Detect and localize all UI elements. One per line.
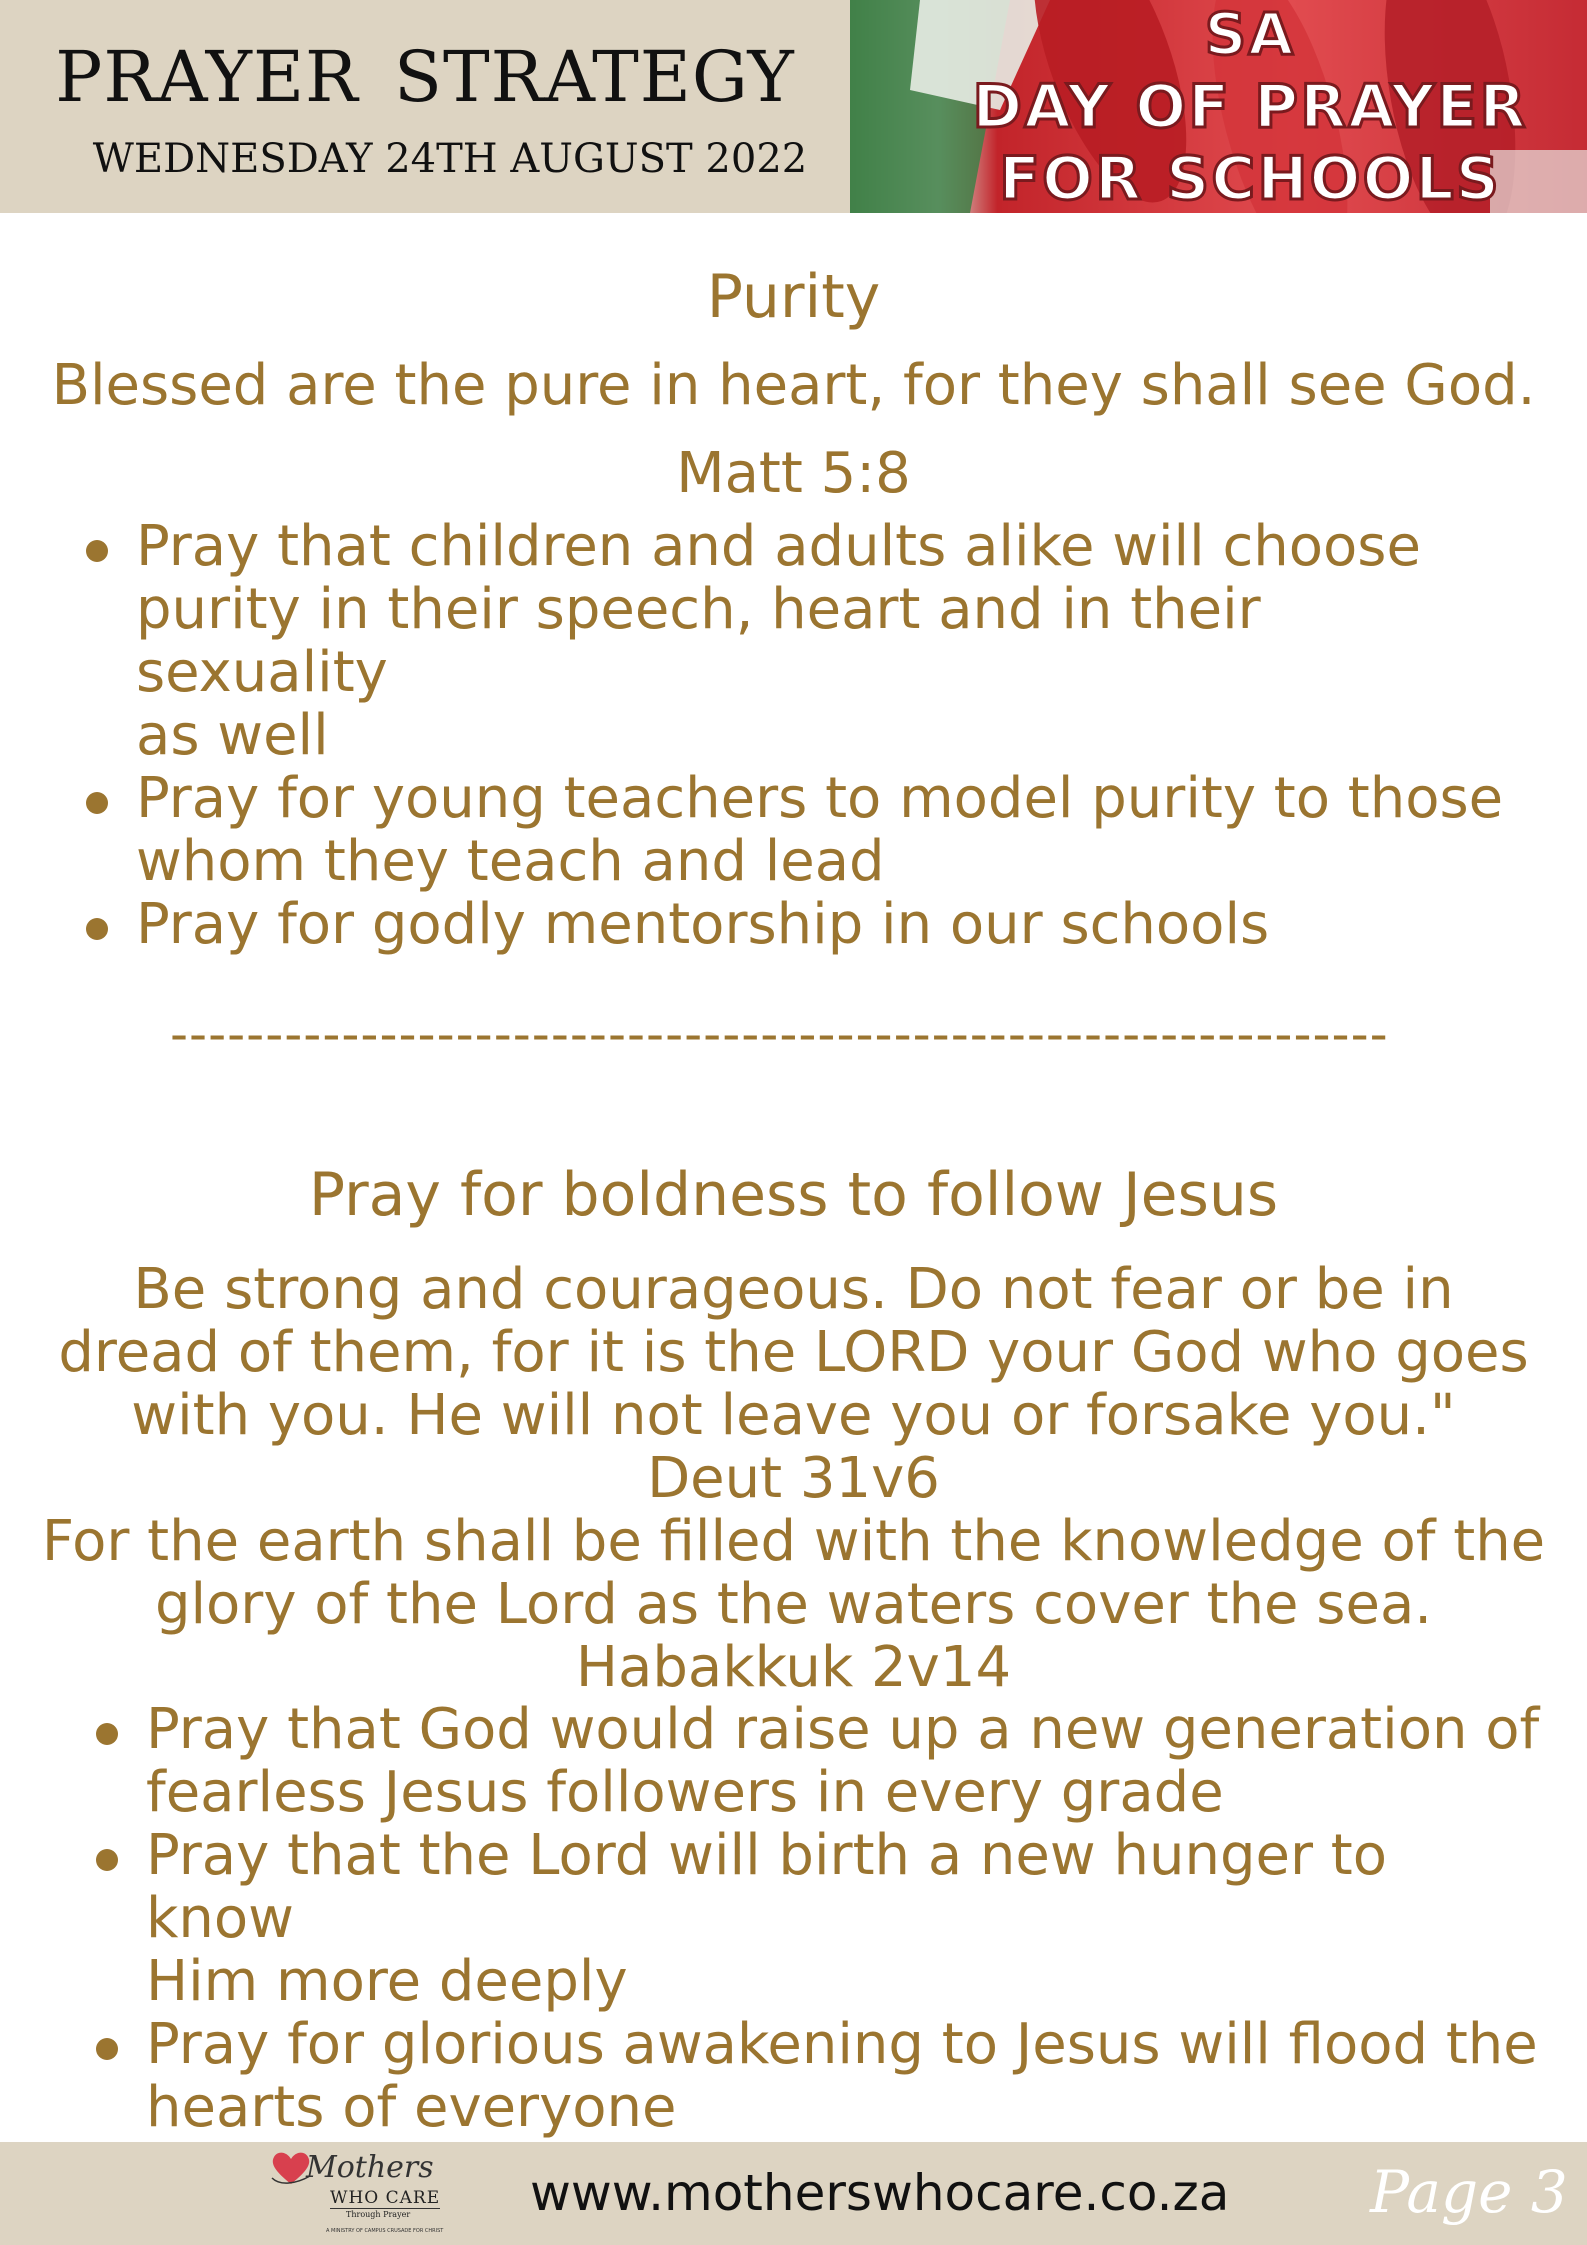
list-item: Pray that the Lord will birth a new hunger to know Him more deeply [90,1824,1550,2013]
website-link[interactable]: www.motherswhocare.co.za [530,2164,1230,2222]
section2-reference2: Habakkuk 2v14 [575,1635,1012,1700]
section2-prayer-list [90,1698,1550,2139]
section2-verse1-line1: Be strong and courageous. Do not fear or be in [133,1257,1454,1322]
list-item: Pray that God would raise up a new generation of fearless Jesus followers in every grade [90,1698,1550,1824]
logo-footnote: A MINISTRY OF CAMPUS CRUSADE FOR CHRIST [326,2228,444,2234]
section2-reference1: Deut 31v6 [647,1446,940,1511]
section-heading-boldness: Pray for boldness to follow Jesus [308,1160,1279,1230]
section1-prayer-list [80,515,1520,956]
mothers-who-care-logo [250,2146,450,2242]
page-header [0,0,1587,213]
section-divider: ---------------------------------------------------------------- [170,1005,1389,1063]
banner-line-2: DAY OF PRAYER [972,72,1528,142]
page-date: WEDNESDAY 24TH AUGUST 2022 [92,136,808,182]
logo-name-text: WHO CARE [330,2188,441,2208]
banner-image [850,0,1587,213]
section1-verse: Blessed are the pure in heart, for they shall see God. [51,353,1536,418]
list-item: Pray that children and adults alike will choose purity in their speech, heart and in their sexuality as well [80,515,1520,767]
list-item: Pray for young teachers to model purity to those whom they teach and lead [80,767,1520,893]
section2-verse1-line2: dread of them, for it is the LORD your God who goes [58,1320,1529,1385]
list-item: Pray for glorious awakening to Jesus will flood the hearts of everyone [90,2013,1550,2139]
section-heading-purity: Purity [706,262,881,332]
page-title: PRAYER STRATEGY [55,36,795,118]
banner-line-1: SA [1204,0,1296,68]
page-footer [0,2142,1587,2245]
section2-verse1-line3: with you. He will not leave you or forsake you." [131,1383,1456,1448]
list-item: Pray for godly mentorship in our schools [80,893,1520,956]
header-title-panel [0,0,850,213]
section1-reference: Matt 5:8 [676,441,911,506]
page-number: Page 3 [1370,2158,1568,2226]
section2-verse2-line1: For the earth shall be filled with the knowledge of the [41,1509,1546,1574]
banner-line-3: FOR SCHOOLS [999,144,1501,213]
logo-script-text: Mothers [306,2150,434,2185]
section2-verse2-line2: glory of the Lord as the waters cover the sea. [154,1572,1433,1637]
logo-subtitle: Through Prayer [346,2210,411,2219]
logo-rule [330,2208,440,2209]
